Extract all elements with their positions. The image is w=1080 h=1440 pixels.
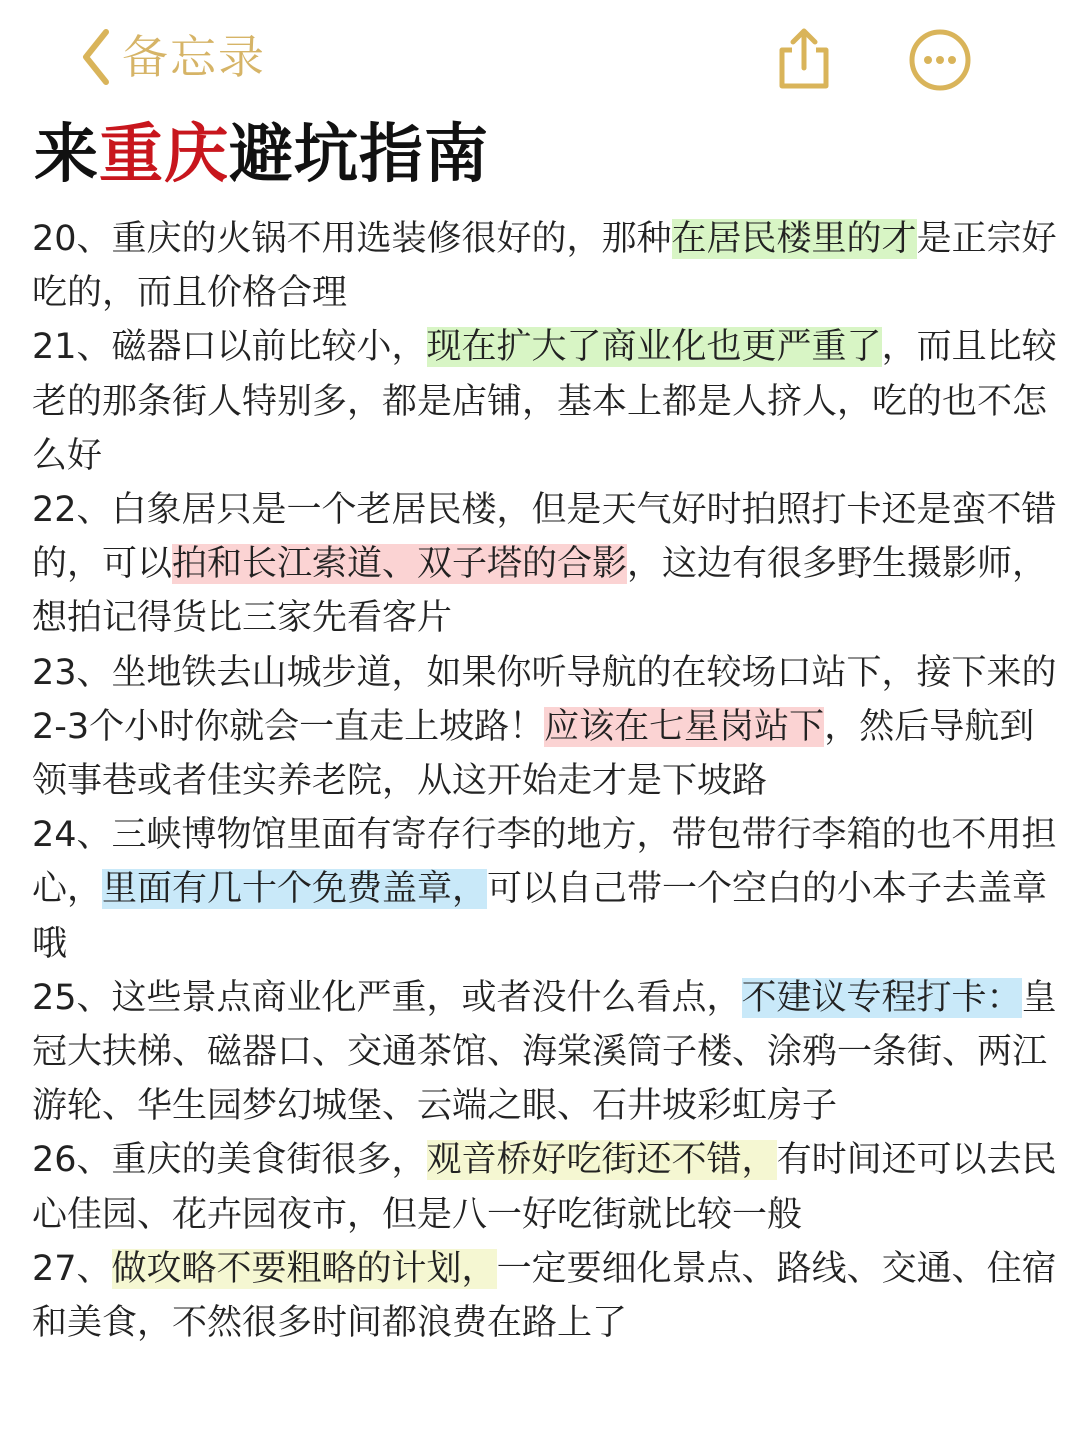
tip-text: 21、磁器口以前比较小，	[32, 327, 427, 368]
title-prefix: 来	[34, 118, 99, 192]
tip-text: 25、这些景点商业化严重，或者没什么看点，	[32, 977, 742, 1018]
more-icon[interactable]	[906, 26, 974, 94]
tip-text: 有时间还可以去民心佳园、花卉园夜市，但是八一好吃街就比较一般	[32, 1140, 1057, 1235]
tip-text: ，然后导航到领事巷或者佳实养老院，从这开始走才是下坡路	[32, 706, 1035, 802]
tip-text: 26、重庆的美食街很多，	[32, 1140, 427, 1181]
tip-text: 23、坐地铁去山城步道，如果你听导航的在较场口站下，接下来的2-3个小时你就会一直走上坡路！	[32, 652, 1057, 747]
tip-highlight: 现在扩大了商业化也更严重了	[426, 327, 882, 368]
tip-text: 27、	[32, 1248, 112, 1289]
tip-item-20	[32, 212, 1062, 320]
tip-text: 皇冠大扶梯、磁器口、交通茶馆、海棠溪筒子楼、涂鸦一条街、两江游轮、华生园梦幻城堡、云端之眼、石井坡彩虹房子	[32, 977, 1057, 1127]
tip-highlight: 做攻略不要粗略的计划，	[111, 1248, 497, 1289]
tip-item-23	[32, 646, 1062, 809]
tip-item-22	[32, 483, 1062, 646]
tip-highlight: 不建议专程打卡：	[741, 977, 1022, 1018]
note-body[interactable]	[32, 212, 1062, 1350]
back-label: 备忘录	[122, 30, 266, 84]
share-icon[interactable]	[772, 26, 836, 92]
tip-item-26	[32, 1133, 1062, 1241]
title-suffix: 避坑指南	[229, 118, 489, 192]
title-highlight: 重庆	[99, 118, 229, 192]
chevron-left-icon	[76, 26, 116, 88]
page-title	[34, 112, 489, 198]
tip-highlight: 拍和长江索道、双子塔的合影	[172, 544, 628, 585]
nav-bar	[0, 0, 1080, 110]
tip-text: 可以自己带一个空白的小本子去盖章哦	[32, 869, 1048, 964]
back-button[interactable]	[76, 26, 266, 88]
tip-item-27	[32, 1242, 1062, 1350]
tip-item-24	[32, 808, 1062, 971]
tip-text: 20、重庆的火锅不用选装修很好的，那种	[32, 219, 672, 259]
tip-text: 是正宗好吃的，而且价格合理	[32, 219, 1057, 314]
tip-highlight: 在居民楼里的才	[671, 219, 917, 259]
tip-text: 一定要细化景点、路线、交通、住宿和美食，不然很多时间都浪费在路上了	[32, 1248, 1057, 1344]
tip-text: ，而且比较老的那条街人特别多，都是店铺，基本上都是人挤人，吃的也不怎么好	[32, 327, 1057, 476]
tip-text: 22、白象居只是一个老居民楼，但是天气好时拍照打卡还是蛮不错的，可以	[32, 490, 1057, 585]
tip-item-21	[32, 320, 1062, 483]
tip-highlight: 应该在七星岗站下	[544, 706, 825, 747]
tip-text: ，这边有很多野生摄影师，想拍记得货比三家先看客片	[32, 544, 1048, 639]
tip-highlight: 观音桥好吃街还不错，	[426, 1140, 777, 1181]
tip-item-25	[32, 971, 1062, 1134]
tip-highlight: 里面有几十个免费盖章，	[102, 869, 488, 910]
tip-text: 24、三峡博物馆里面有寄存行李的地方，带包带行李箱的也不用担心，	[32, 815, 1057, 910]
